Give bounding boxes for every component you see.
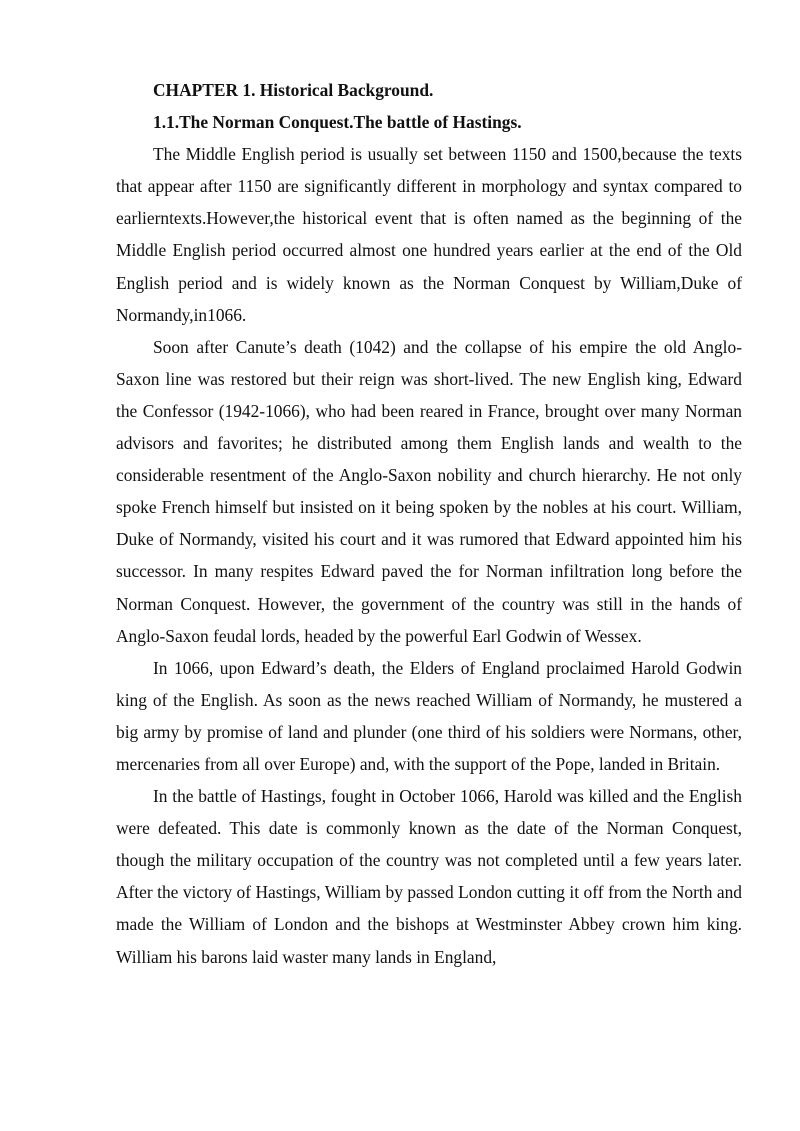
paragraph-2: Soon after Canute’s death (1042) and the collapse of his empire the old Anglo-Saxon line was restored but their reign was short-lived. The new English king, Edward the Confessor (1942-1066), who had been reared in France, brought over many Norman advisors and favorites; he distributed among them English lands and wealth to the considerable resentment of the Anglo-Saxon nobility and church hierarchy. He not only spoke French himself but insisted on it being spoken by the nobles at his court. William, Duke of Normandy, visited his court and it was rumored that Edward appointed him his successor. In many respites Edward paved the for Norman infiltration long before the Norman Conquest. However, the government of the country was still in the hands of Anglo-Saxon feudal lords, headed by the powerful Earl Godwin of Wessex. — [116, 336, 742, 646]
paragraph-3: In 1066, upon Edward’s death, the Elders of England proclaimed Harold Godwin king of the English. As soon as the news reached William of Normandy, he mustered a big army by promise of land and plunder (one third of his soldiers were Normans, other, mercenaries from all over Europe) and, with the support of the Pope, landed in Britain. — [116, 657, 742, 774]
section-title: 1.1.The Norman Conquest.The battle of Hastings. — [153, 112, 522, 133]
document-page — [116, 74, 742, 973]
chapter-title: CHAPTER 1. Historical Background. — [153, 80, 434, 100]
paragraph-4: In the battle of Hastings, fought in October 1066, Harold was killed and the English were defeated. This date is commonly known as the date of the Norman Conquest, though the military occupation of the country was not completed until a few years later. After the victory of Hastings, William by passed London cutting it off from the North and made the William of London and the bishops at Westminster Abbey crown him king. William his barons laid waster many lands in England, — [116, 786, 742, 967]
paragraph-1: The Middle English period is usually set between 1150 and 1500,because the texts that appear after 1150 are significantly different in morphology and syntax compared to earlierntexts.However,the historical event that is often named as the beginning of the Middle English period occurred almost one hundred years earlier at the end of the Old English period and is widely known as the Norman Conquest by William,Duke of Normandy,in1066. — [116, 144, 742, 325]
